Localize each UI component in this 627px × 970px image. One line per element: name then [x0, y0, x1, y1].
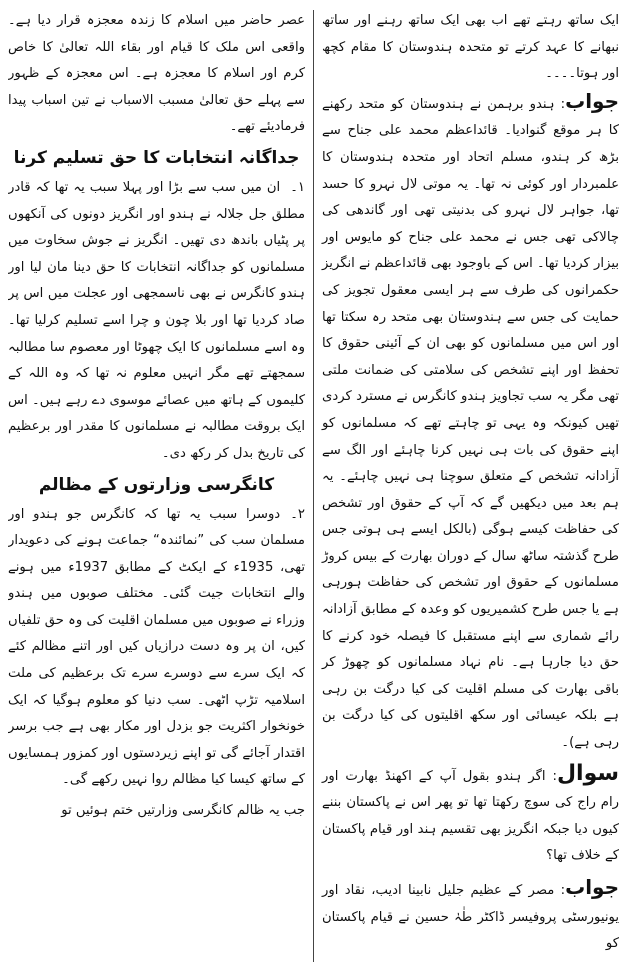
right-column [314, 8, 619, 964]
intro-paragraph: عصر حاضر میں اسلام کا زندہ معجزہ قرار دیا ہے۔ واقعی اس ملک کا قیام اور بقاء اللہ تعالیٰ کا خاص کرم اور اسلام کا معجزہ ہے۔ اس معجزہ کے ظہور سے پہلے حق تعالیٰ مسبب الاسباب نے تین اسباب پیدا فرمادیئے تھے۔ [8, 13, 306, 135]
intro-paragraph: ایک ساتھ رہتے تھے اب بھی ایک ساتھ رہنے اور ساتھ نبھانے کا عہد کرتے تو متحدہ ہندوستان کا مقام کچھ اور ہوتا۔۔۔۔ [322, 13, 619, 82]
item-number: ۱۔ [290, 179, 306, 195]
answer-1 [322, 88, 619, 757]
answer-label: جواب [565, 88, 619, 113]
answer-text: : ہندو برہمن نے ہندوستان کو متحد رکھنے کا ہر موقع گنوادیا۔ قائداعظم محمد علی جناح سے بڑھ کر ہندو، مسلم اتحاد اور متحدہ ہندوستان کا علمبردار اور کوئی نہ تھا۔ یہ موتی لال نہرو کا حسد تھا، جواہر لال نہرو کی بدنیتی تھی اور گاندھی کی چالاکی تھی جس نے محمد علی جناح کو مایوس اور بیزار کردیا تھا۔ اس کے باوجود بھی قائداعظم نے انگریز حکمرانوں کی طرف سے ہر ایسی معقول تجویز کی حمایت کی جس سے ہندوستان بھی متحد رہ سکتا تھا اور اس میں مسلمانوں کو بھی ان کے آئینی حقوق کا تحفظ اور اپنے تشخص کی سلامتی کی ضمانت ملتی تھی مگر یہ سب تجاویز ہندو کانگرس نے مسترد کردی تھیں کیونکہ وہ یہی تو چاہتے تھے کہ مسلمانوں کو اپنے حقوق کی بات ہی نہیں کرنا چاہئے اور الگ سے آزادانہ تشخص کے متعلق سوچنا ہی نہیں چاہئے۔ یہ ہم بعد میں دیکھیں گے کہ آپ کے حقوق اور تشخص کی حفاظت کیسے ہوگی (بالکل ایسے ہی ہوتی جس طرح گذشتہ ساٹھ سال کے دوران بھارت کے بیس کروڑ مسلمانوں کے حقوق اور تشخص کی حفاظت ہورہی ہے یا جس طرح کشمیریوں کو وعدہ کے مطابق آزادانہ رائے شماری سے اپنے مستقبل کا فیصلہ خود کرنے کا حق دیا جارہا ہے۔ نام نہاد مسلمانوں کو چھوڑ کر باقی بھارت کی مسلم اقلیت کی کیا درگت بن رہی ہے بلکہ عیسائی اور سکھ اقلیتوں کی کیا درگت بن رہی ہے)۔ [322, 96, 619, 751]
question-text: : اگر ہندو بقول آپ کے اکھنڈ بھارت اور رام راج کی سوچ رکھتا تھا تو پھر اس نے پاکستان بننے کیوں دیا جبکہ انگریز بھی تقسیم ہند اور قیام پاکستان کے خلاف تھا؟ [322, 768, 619, 864]
list-item [8, 175, 305, 468]
answer-label: جواب [565, 875, 619, 899]
closing-paragraph: جب یہ ظالم کانگرسی وزارتیں ختم ہوئیں تو [61, 803, 306, 819]
section-heading: جداگانہ انتخابات کا حق تسلیم کرنا [13, 147, 300, 168]
question [322, 761, 619, 870]
question-label: سوال [556, 760, 619, 786]
section-heading: کانگرسی وزارتوں کے مظالم [38, 474, 275, 495]
answer-2 [322, 874, 619, 958]
item-number: ۲۔ [290, 506, 306, 522]
item-text: دوسرا سبب یہ تھا کہ کانگرس جو ہندو اور مسلمان سب کی ”نمائندہ“ جماعت ہونے کی دعویدار تھی، 1935ء کے ایکٹ کے مطابق 1937ء میں ہونے والے انتخابات جیت گئی۔ مختلف صوبوں میں ہندو وزراء نے صوبوں میں مسلمان اقلیت کی وہ حق تلفیاں کیں، ان پر وہ دست درازیاں کیں اور اتنے مظالم کئے کہ ایک سرے سے دوسرے سرے تک برعظیم کی ملت اسلامیہ تڑپ اٹھی۔ سب دنیا کو معلوم ہوگیا کہ ایک خونخوار اکثریت جو بزدل اور مکار بھی ہے جب برسر اقتدار آجائے گی تو اپنے زیردستوں اور کمزور ہمسایوں کے ساتھ کیسا کیا مظالم روا نہیں رکھے گی۔ [8, 506, 306, 788]
answer-text: : مصر کے عظیم جلیل نابینا ادیب، نقاد اور یونیورسٹی پروفیسر ڈاکٹر طٰہٰ حسین نے قیام پاکستان کو [322, 883, 619, 952]
list-item [8, 502, 305, 795]
item-text: ان میں سب سے بڑا اور پہلا سبب یہ تھا کہ قادر مطلق جل جلالہ نے ہندو اور انگریز دونوں کی آنکھوں پر پٹیاں باندھ دی تھیں۔ انگریز نے جوش سخاوت میں مسلمانوں کو جداگانہ انتخابات کا حق دینا مان لیا اور ہندو کانگرس نے بھی ناسمجھی اور عجلت میں اس پر صاد کردیا تھا اور بلا چون و چرا اسے تسلیم کرلیا تھا۔ وہ اسے مسلمانوں کا ایک چھوٹا اور معصوم سا مطالبہ سمجھتے تھے مگر انہیں معلوم نہ تھا کہ وہ اللہ کے کلیموں کے ہاتھ میں عصائے موسوی دے رہے ہیں۔ اس ایک بروقت مطالبہ نے مسلمانوں کا مقدر اور برعظیم کی تاریخ بدل کر رکھ دی۔ [8, 179, 306, 461]
left-column [8, 8, 313, 964]
